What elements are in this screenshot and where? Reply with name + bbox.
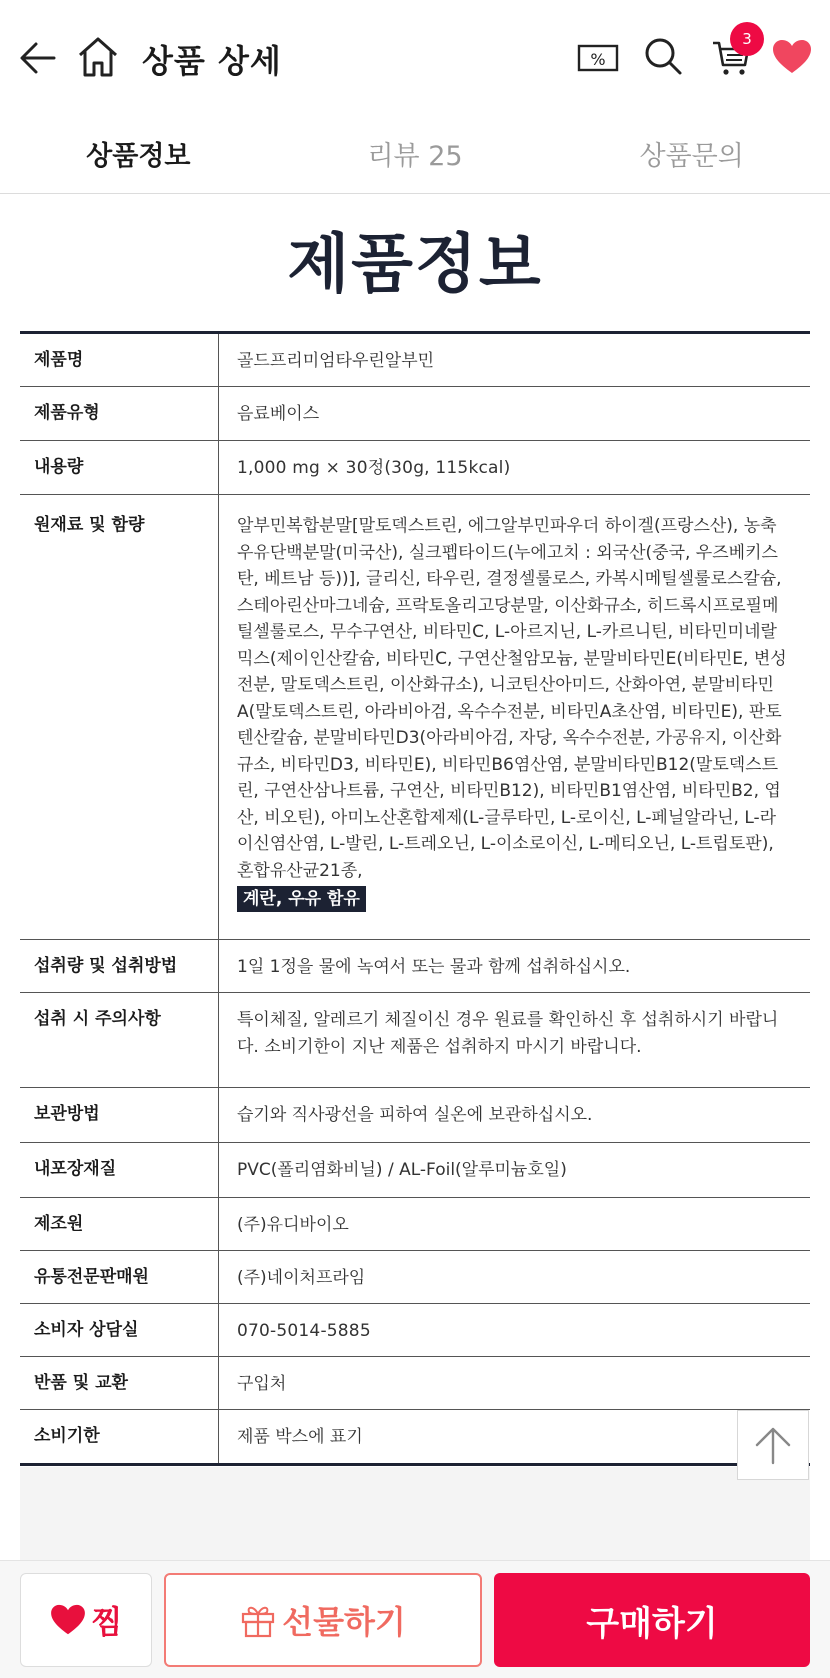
wishlist-button[interactable] — [768, 34, 816, 80]
product-info-table — [20, 331, 810, 1466]
back-arrow-icon — [18, 38, 58, 78]
gift-icon — [240, 1602, 276, 1638]
table-row — [20, 334, 810, 387]
table-row — [20, 1088, 810, 1143]
row-value: 1,000 mg × 30정(30g, 115kcal) — [237, 458, 511, 478]
table-row — [20, 1198, 810, 1251]
tab-reviews[interactable]: 리뷰 25 — [367, 141, 463, 172]
table-row — [20, 1143, 810, 1198]
heart-icon — [772, 39, 812, 75]
row-label: 반품 및 교환 — [20, 1357, 219, 1409]
row-label: 내포장재질 — [20, 1143, 219, 1197]
row-label: 섭취량 및 섭취방법 — [20, 940, 219, 992]
row-label: 제품유형 — [20, 387, 219, 440]
row-value: (주)유디바이오 — [237, 1215, 349, 1235]
row-label: 원재료 및 함량 — [20, 495, 219, 939]
tab-product-info[interactable]: 상품정보 — [86, 141, 191, 172]
allergy-badge: 계란, 우유 함유 — [237, 886, 366, 912]
heart-icon — [50, 1604, 86, 1636]
row-value: 제품 박스에 표기 — [237, 1427, 363, 1447]
row-label: 내용량 — [20, 441, 219, 494]
row-value: PVC(폴리염화비닐) / AL-Foil(알루미늄호일) — [237, 1160, 567, 1180]
content-bottom-spacer — [20, 1467, 810, 1560]
table-row — [20, 940, 810, 993]
back-button[interactable] — [14, 34, 62, 82]
scroll-top-button[interactable] — [737, 1410, 809, 1480]
table-row — [20, 387, 810, 441]
search-button[interactable] — [640, 32, 686, 80]
row-value: 습기와 직사광선을 피하여 실온에 보관하십시오. — [237, 1105, 593, 1125]
table-row — [20, 1357, 810, 1410]
row-label: 소비기한 — [20, 1410, 219, 1463]
row-value: (주)네이처프라임 — [237, 1268, 366, 1288]
table-row — [20, 1304, 810, 1357]
row-label: 섭취 시 주의사항 — [20, 993, 219, 1087]
row-value: 070-5014-5885 — [237, 1321, 371, 1341]
ingredients-text: 알부민복합분말[말토덱스트린, 에그알부민파우더 하이겔(프랑스산), 농축우유단백분말(미국산), 실크펩타이드(누에고치 : 외국산(중국, 우즈베키스탄, 베트남 등))], 글리신, 타우린, 결정셀룰로스, 카복시메틸셀룰로스칼슘, 스테아린산마그네슘, 프락토올리고당분말, 이산화규소, 히드록시프로필메틸셀룰로스, 무수구연산, 비타민C, L-아르지닌, L-카르니틴, 비타민미네랄믹스(제이인산칼슘, 비타민C, 구연산철암모늄, 분말비타민E(비타민E, 변성전분, 말토덱스트린, 이산화규소), 니코틴산아미드, 산화아연, 분말비타민A(말토덱스트린, 아라비아검, 옥수수전분, 비타민A초산염, 비타민E), 판토텐산칼슘, 분말비타민D3(아라비아검, 자당, 옥수수전분, 가공유지, 이산화규소, 비타민D3, 비타민E), 비타민B6염산염, 분말비타민B12(말토덱스트린, 구연산삼나트륨, 구연산, 비타민B12), 비타민B1염산염, 비타민B2, 엽산, 비오틴), 아미노산혼합제제(L-글루타민, L-로이신, L-페닐알라닌, L-라이신염산염, L-발린, L-트레오닌, L-이소로이신, L-메티오닌, L-트립토판), 혼합유산균21종, — [237, 516, 787, 881]
wish-button[interactable] — [20, 1573, 152, 1667]
table-row — [20, 1251, 810, 1304]
wish-label: 찜 — [91, 1603, 123, 1641]
row-label: 보관방법 — [20, 1088, 219, 1142]
coupon-button[interactable] — [576, 36, 620, 80]
table-row — [20, 1410, 810, 1463]
product-detail-content — [0, 195, 830, 1560]
row-value: 1일 1정을 물에 녹여서 또는 물과 함께 섭취하십시오. — [237, 957, 631, 977]
row-label: 소비자 상담실 — [20, 1304, 219, 1356]
gift-label: 선물하기 — [282, 1603, 406, 1641]
search-icon — [643, 36, 683, 76]
detail-tabs — [0, 114, 830, 194]
home-button[interactable] — [74, 32, 122, 82]
buy-button[interactable]: 구매하기 — [494, 1573, 810, 1667]
row-value — [219, 495, 810, 939]
page-title: 상품 상세 — [142, 42, 282, 80]
tab-inquiry[interactable]: 상품문의 — [639, 141, 744, 172]
svg-text:%: % — [590, 50, 606, 69]
table-row — [20, 441, 810, 495]
row-label: 제품명 — [20, 334, 219, 386]
row-value: 구입처 — [237, 1374, 287, 1394]
cart-count-badge: 3 — [730, 22, 764, 56]
row-value: 특이체질, 알레르기 체질이신 경우 원료를 확인하신 후 섭취하시기 바랍니다. 소비기한이 지난 제품은 섭취하지 마시기 바랍니다. — [237, 1010, 779, 1057]
coupon-percent-icon — [577, 42, 619, 74]
home-icon — [77, 35, 119, 79]
product-info-title: 제품정보 — [287, 228, 543, 302]
table-row — [20, 993, 810, 1088]
gift-button[interactable] — [164, 1573, 482, 1667]
row-label: 유통전문판매원 — [20, 1251, 219, 1303]
table-row — [20, 495, 810, 940]
app-header — [0, 0, 830, 114]
arrow-up-icon — [751, 1423, 795, 1467]
row-label: 제조원 — [20, 1198, 219, 1250]
bottom-action-bar — [0, 1560, 830, 1678]
row-value: 음료베이스 — [237, 404, 320, 424]
row-value: 골드프리미엄타우린알부민 — [237, 351, 435, 371]
